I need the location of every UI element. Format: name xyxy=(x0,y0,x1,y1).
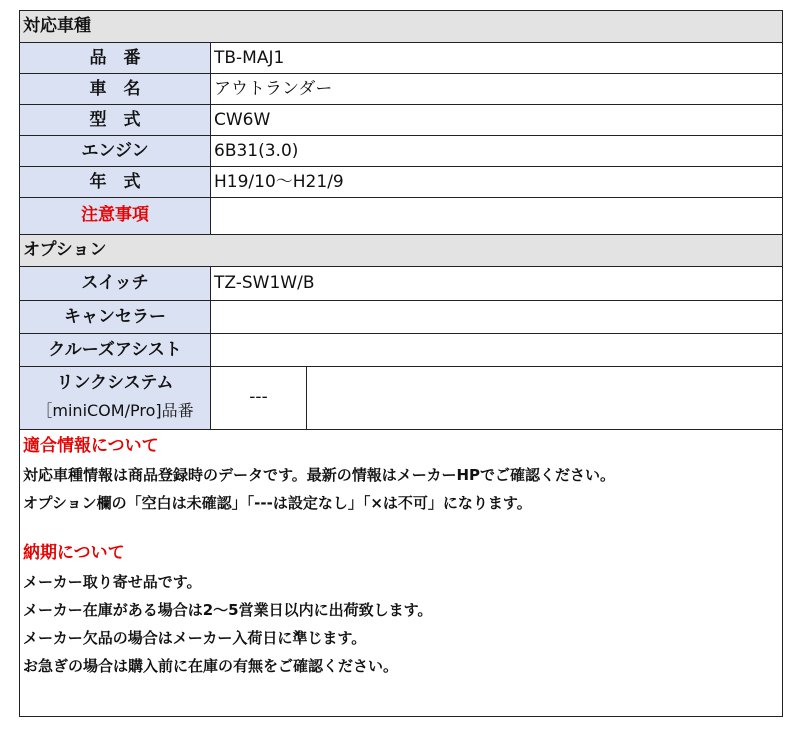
switch-value: TZ-SW1W/B xyxy=(214,273,315,293)
notes-label: 注意事項 xyxy=(20,198,211,234)
row-link-system xyxy=(20,367,782,430)
compatible-section-title: 対応車種 xyxy=(20,11,782,43)
row-model-code xyxy=(20,105,782,136)
row-engine xyxy=(20,136,782,167)
delivery-line: メーカー取り寄せ品です。 xyxy=(23,573,202,591)
row-car-name xyxy=(20,74,782,105)
row-model-year xyxy=(20,167,782,198)
link-system-label-line2: ［miniCOM/Pro]品番 xyxy=(36,401,194,420)
part-number-label: 品 番 xyxy=(20,43,211,73)
delivery-heading: 納期について xyxy=(23,543,125,563)
row-notes xyxy=(20,198,782,235)
part-number-value: TB-MAJ1 xyxy=(214,48,285,68)
fit-info-line: 対応車種情報は商品登録時のデータです。最新の情報はメーカーHPでご確認ください。 xyxy=(23,466,616,484)
canceller-label: キャンセラー xyxy=(20,301,211,333)
row-canceller xyxy=(20,301,782,334)
link-system-label-line1: リンクシステム xyxy=(56,373,174,393)
row-part-number xyxy=(20,43,782,74)
engine-value: 6B31(3.0) xyxy=(214,141,299,161)
notes-area xyxy=(23,431,778,680)
model-year-value: H19/10～H21/9 xyxy=(214,172,344,192)
car-name-label: 車 名 xyxy=(20,74,211,104)
row-switch xyxy=(20,267,782,301)
model-code-value: CW6W xyxy=(214,110,271,130)
engine-label: エンジン xyxy=(20,136,211,166)
delivery-line: メーカー在庫がある場合は2～5営業日以内に出荷致します。 xyxy=(23,601,433,619)
switch-label: スイッチ xyxy=(20,267,211,300)
delivery-line: メーカー欠品の場合はメーカー入荷日に準じます。 xyxy=(23,629,367,647)
model-code-label: 型 式 xyxy=(20,105,211,135)
fit-info-line: オプション欄の「空白は未確認」「---は設定なし」「×は不可」になります。 xyxy=(23,494,532,512)
link-system-value: --- xyxy=(211,367,307,429)
options-section-title: オプション xyxy=(20,235,782,267)
car-name-value: アウトランダー xyxy=(214,79,333,99)
delivery-line: お急ぎの場合は購入前に在庫の有無をご確認ください。 xyxy=(23,657,399,675)
row-cruise-assist xyxy=(20,334,782,367)
spacer xyxy=(23,517,778,538)
cruise-assist-label: クルーズアシスト xyxy=(20,334,211,366)
fit-info-heading: 適合情報について xyxy=(23,436,159,456)
model-year-label: 年 式 xyxy=(20,167,211,197)
spec-table xyxy=(19,10,783,717)
link-system-label xyxy=(20,367,211,429)
